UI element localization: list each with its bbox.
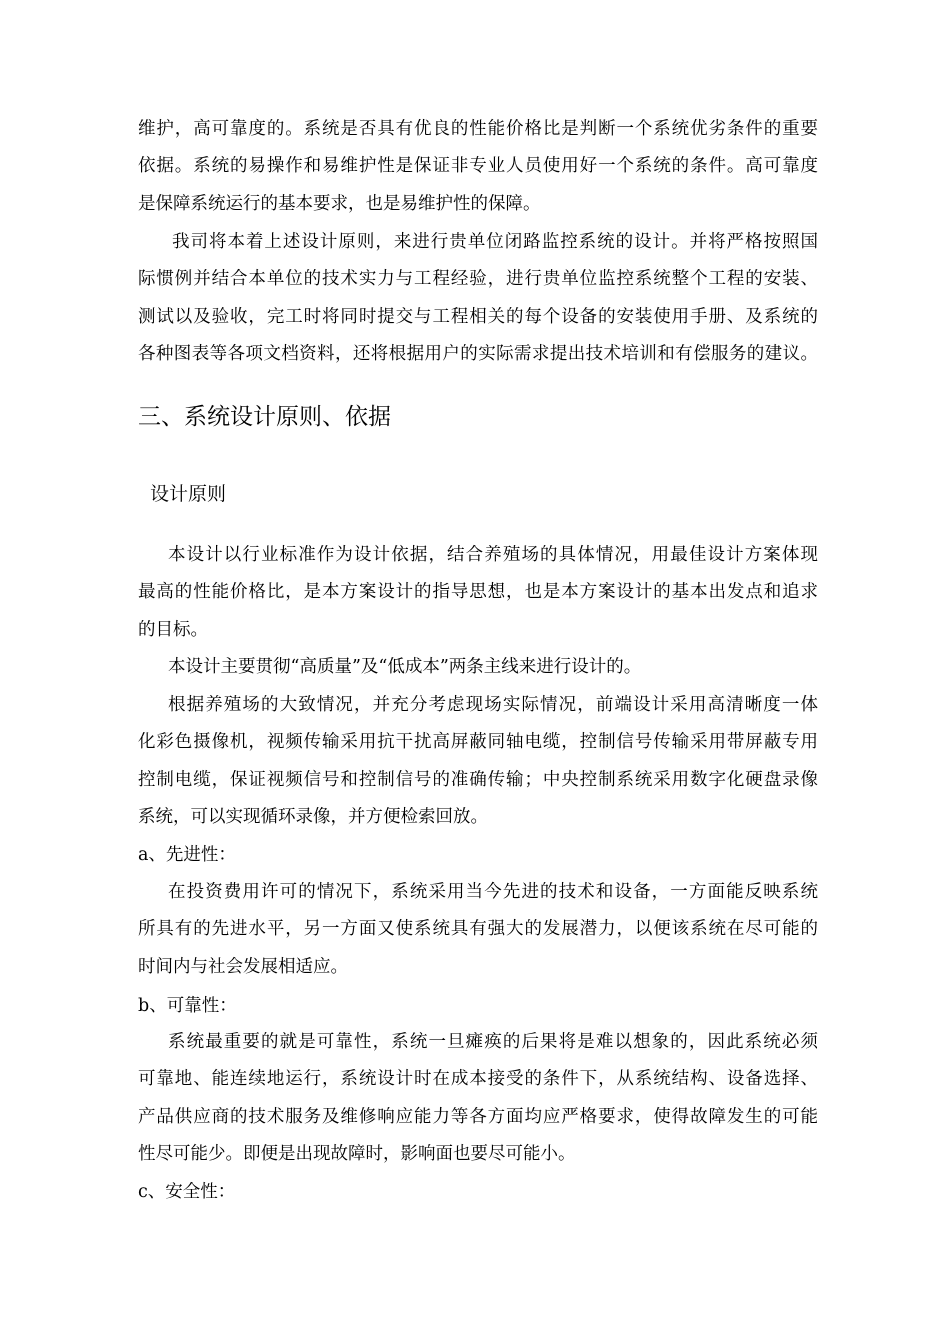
frontend-line-4: 系统，可以实现循环录像，并方便检索回放。 — [138, 807, 488, 827]
item-b-line-3: 产品供应商的技术服务及维修响应能力等各方面均应严格要求，使得故障发生的可能 — [138, 1107, 818, 1127]
intro-line-2: 依据。系统的易操作和易维护性是保证非专业人员使用好一个系统的条件。高可靠度 — [138, 156, 818, 176]
item-a-line-1: 在投资费用许可的情况下，系统采用当今先进的技术和设备，一方面能反映系统 — [168, 882, 818, 902]
item-a-line-3: 时间内与社会发展相适应。 — [138, 957, 348, 977]
basis-line-1: 本设计以行业标准作为设计依据，结合养殖场的具体情况，用最佳设计方案体现 — [168, 545, 818, 565]
item-b-label: b、可靠性： — [138, 996, 237, 1016]
item-a-line-2: 所具有的先进水平，另一方面又使系统具有强大的发展潜力，以便该系统在尽可能的 — [138, 919, 818, 939]
company-line-3: 测试以及验收，完工时将同时提交与工程相关的每个设备的安装使用手册、及系统的 — [138, 307, 818, 327]
subsection-heading: 设计原则 — [150, 483, 227, 505]
intro-line-1: 维护，高可靠度的。系统是否具有优良的性能价格比是判断一个系统优劣条件的重要 — [138, 119, 818, 139]
intro-line-3: 是保障系统运行的基本要求，也是易维护性的保障。 — [138, 194, 541, 214]
item-b-line-2: 可靠地、能连续地运行，系统设计时在成本接受的条件下，从系统结构、设备选择、 — [138, 1069, 818, 1089]
company-line-2: 际惯例并结合本单位的技术实力与工程经验，进行贵单位监控系统整个工程的安装、 — [138, 269, 818, 289]
item-b-line-4: 性尽可能少。即便是出现故障时，影响面也要尽可能小。 — [138, 1144, 576, 1164]
basis-line-3: 的目标。 — [138, 620, 208, 640]
company-line-4: 各种图表等各项文档资料，还将根据用户的实际需求提出技术培训和有偿服务的建议。 — [138, 344, 818, 364]
item-a-label: a、先进性： — [138, 845, 236, 865]
mainline-line-1: 本设计主要贯彻“高质量”及“低成本”两条主线来进行设计的。 — [168, 657, 642, 677]
frontend-line-3: 控制电缆，保证视频信号和控制信号的准确传输；中央控制系统采用数字化硬盘录像 — [138, 770, 818, 790]
frontend-line-1: 根据养殖场的大致情况，并充分考虑现场实际情况，前端设计采用高清晰度一体 — [168, 695, 818, 715]
company-line-1: 我司将本着上述设计原则，来进行贵单位闭路监控系统的设计。并将严格按照国 — [172, 232, 818, 252]
item-c-label: c、安全性： — [138, 1182, 236, 1202]
basis-line-2: 最高的性能价格比，是本方案设计的指导思想，也是本方案设计的基本出发点和追求 — [138, 582, 818, 602]
item-b-line-1: 系统最重要的就是可靠性，系统一旦瘫痪的后果将是难以想象的，因此系统必须 — [168, 1032, 818, 1052]
frontend-line-2: 化彩色摄像机，视频传输采用抗干扰高屏蔽同轴电缆，控制信号传输采用带屏蔽专用 — [138, 732, 818, 752]
section-heading: 三、系统设计原则、依据 — [138, 404, 391, 430]
